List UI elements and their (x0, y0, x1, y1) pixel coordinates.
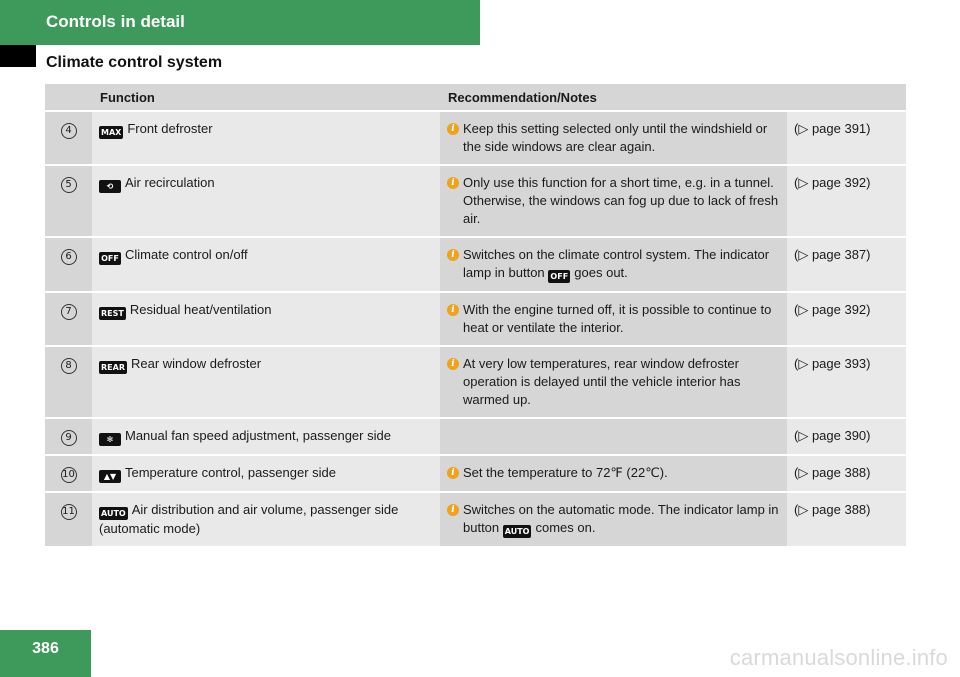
function-label: Air recirculation (125, 175, 215, 190)
note-text: With the engine turned off, it is possible to continue to heat or ventilate the interior. (463, 302, 772, 335)
row-number: 11 (45, 492, 92, 547)
table-header-row (45, 84, 906, 111)
note-cell (440, 292, 787, 346)
info-icon: i (447, 177, 459, 189)
rest-button-icon: REST (101, 309, 124, 318)
table-row (45, 346, 906, 418)
table-row (45, 165, 906, 237)
function-cell (92, 165, 440, 237)
note-text: Set the temperature to 72℉ (22℃). (463, 465, 668, 480)
table-row (45, 455, 906, 492)
function-cell (92, 292, 440, 346)
function-cell (92, 111, 440, 165)
note-text: Only use this function for a short time, e.g. in a tunnel. Otherwise, the windows can fog up due to lack of fresh air. (463, 175, 779, 226)
temperature-icon: ▲▼ (99, 470, 121, 483)
note-cell (440, 237, 787, 292)
function-label: Air distribution and air volume, passenger side (automatic mode) (99, 502, 399, 536)
section-title: Climate control system (46, 54, 223, 71)
page-reference[interactable]: (▷ page 388) (787, 492, 906, 547)
info-icon: i (447, 123, 459, 135)
page-reference[interactable]: (▷ page 392) (787, 165, 906, 237)
row-number: 7 (45, 292, 92, 346)
rear-defroster-icon: REAR (101, 363, 125, 372)
header-num (45, 84, 92, 111)
page-reference[interactable]: (▷ page 388) (787, 455, 906, 492)
info-icon: i (447, 504, 459, 516)
function-cell (92, 455, 440, 492)
auto-button-icon: AUTO (504, 527, 530, 536)
table-row (45, 418, 906, 455)
function-label: Manual fan speed adjustment, passenger side (125, 428, 391, 443)
function-label: Temperature control, passenger side (125, 465, 337, 480)
auto-button-icon: AUTO (101, 509, 126, 518)
page-reference[interactable]: (▷ page 391) (787, 111, 906, 165)
table-row (45, 292, 906, 346)
function-label: Rear window defroster (130, 356, 262, 371)
row-number: 8 (45, 346, 92, 418)
row-number: 4 (45, 111, 92, 165)
info-icon: i (447, 304, 459, 316)
function-label: Front defroster (127, 121, 213, 136)
note-cell (440, 165, 787, 237)
note-text: Switches on the automatic mode. The indicator lamp in button (463, 502, 779, 535)
function-cell (92, 418, 440, 455)
fan-icon: ✻ (99, 433, 121, 446)
off-button-icon: OFF (548, 270, 570, 283)
climate-controls-table (45, 84, 906, 548)
info-icon: i (447, 358, 459, 370)
note-cell (440, 346, 787, 418)
table-row (45, 111, 906, 165)
note-text: Switches on the climate control system. The indicator lamp in button (463, 247, 770, 280)
page-reference[interactable]: (▷ page 393) (787, 346, 906, 418)
note-text-end: comes on. (535, 520, 596, 535)
row-number: 5 (45, 165, 92, 237)
note-cell (440, 492, 787, 547)
function-cell (92, 346, 440, 418)
off-button-icon: OFF (99, 252, 121, 265)
page-reference[interactable]: (▷ page 387) (787, 237, 906, 292)
function-label: Climate control on/off (125, 247, 248, 262)
info-icon: i (447, 467, 459, 479)
function-cell (92, 492, 440, 547)
note-text-end: goes out. (574, 265, 628, 280)
watermark: carmanualsonline.info (729, 645, 948, 670)
header-function: Function (92, 84, 440, 111)
row-number: 9 (45, 418, 92, 455)
note-cell (440, 418, 787, 455)
note-text: Keep this setting selected only until the windshield or the side windows are clear again. (463, 121, 768, 154)
note-cell (440, 455, 787, 492)
front-defroster-icon: MAX (101, 128, 122, 137)
page-reference[interactable]: (▷ page 390) (787, 418, 906, 455)
header-notes: Recommendation/Notes (440, 84, 787, 111)
page-number: 386 (32, 640, 59, 657)
row-number: 10 (45, 455, 92, 492)
table-row (45, 492, 906, 547)
section-marker (0, 45, 36, 67)
air-recirculation-icon: ⟲ (99, 180, 121, 193)
note-cell (440, 111, 787, 165)
function-label: Residual heat/ventilation (129, 302, 272, 317)
row-number: 6 (45, 237, 92, 292)
function-cell (92, 237, 440, 292)
chapter-title: Controls in detail (46, 12, 185, 31)
note-text: At very low temperatures, rear window defroster operation is delayed until the vehicle interior has warmed up. (463, 356, 741, 407)
header-ref (787, 84, 906, 111)
info-icon: i (447, 249, 459, 261)
page-reference[interactable]: (▷ page 392) (787, 292, 906, 346)
table-row (45, 237, 906, 292)
